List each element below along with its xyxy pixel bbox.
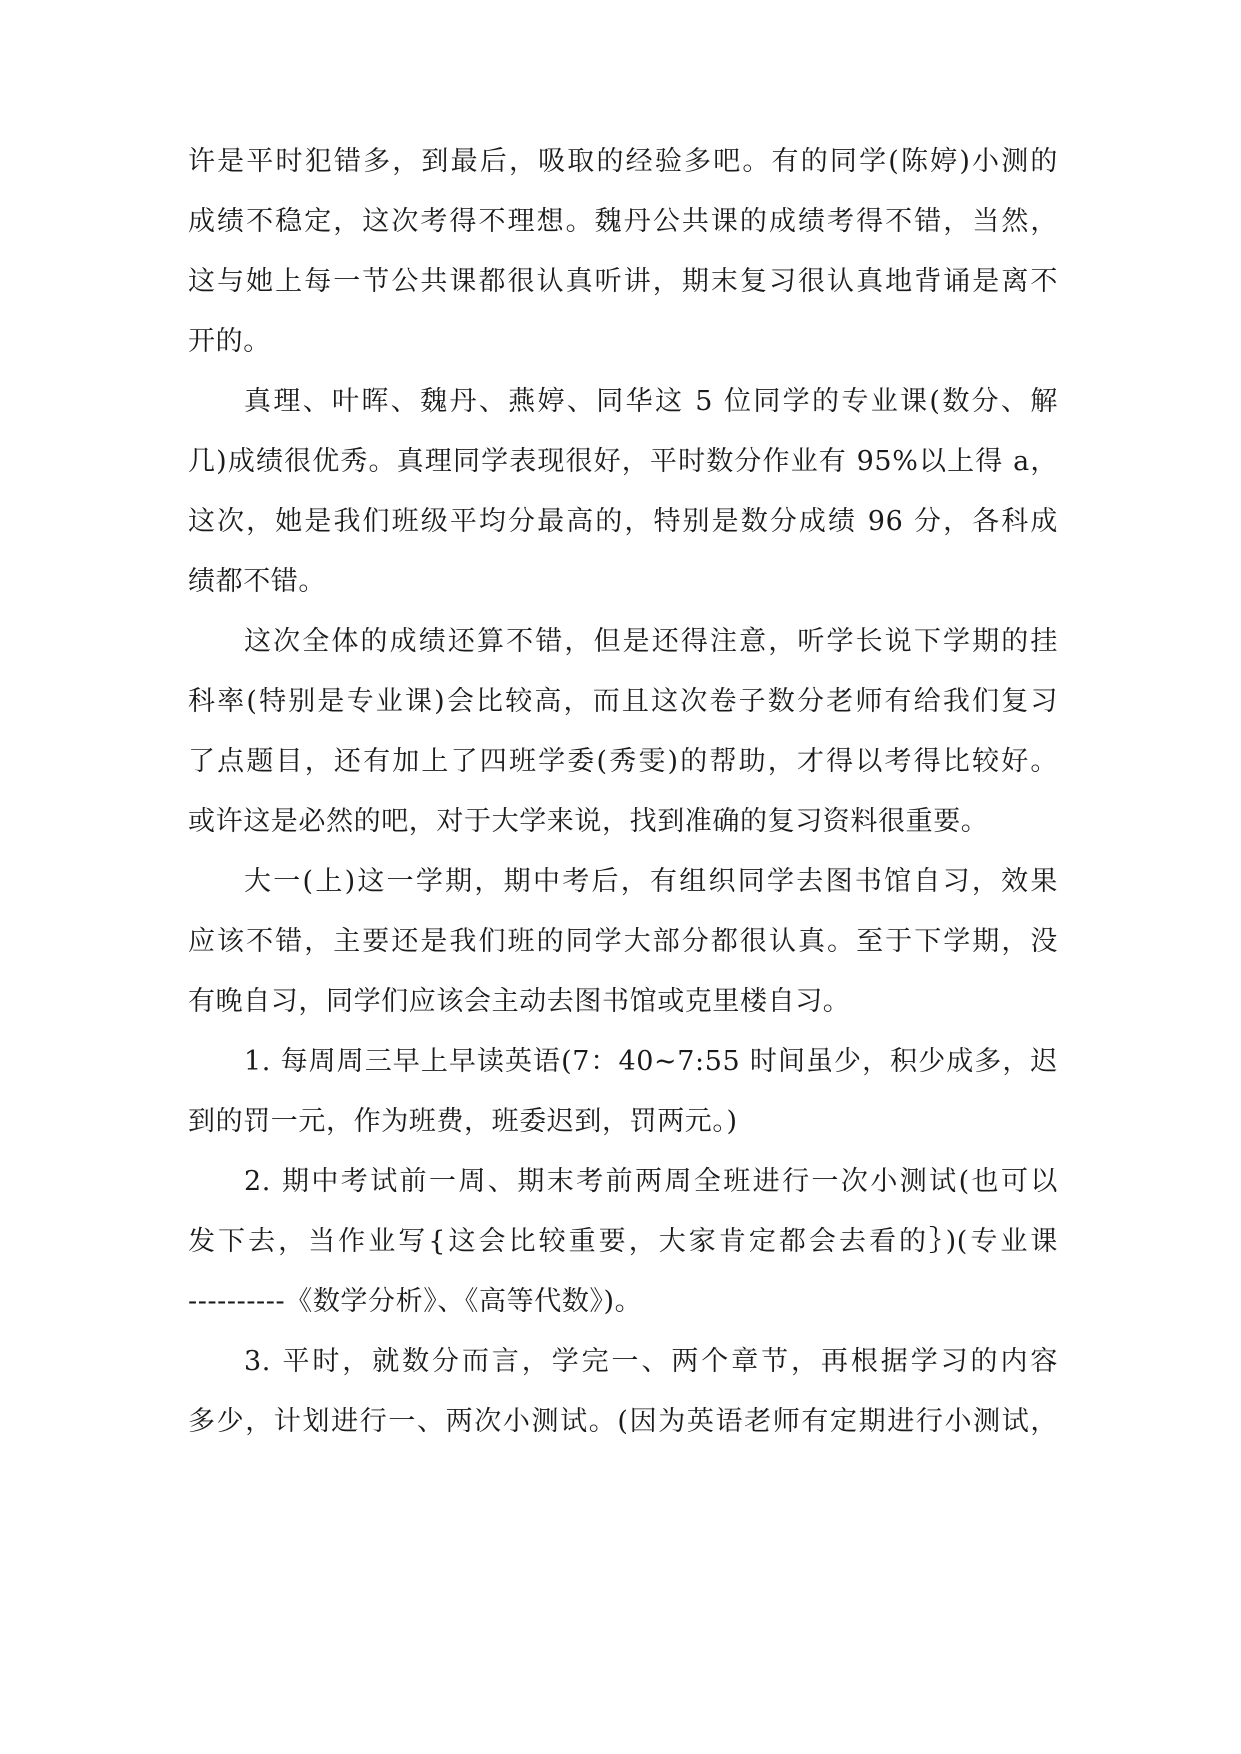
paragraph-first-line: 真理、叶晖、魏丹、燕婷、同华这 5 位同学的专业课(数分、解 [244, 386, 1058, 417]
text-line: 许是平时犯错多，到最后，吸取的经验多吧。有的同学(陈婷)小测的 [188, 146, 1058, 177]
text-line: 发下去，当作业写{这会比较重要，大家肯定都会去看的｝)(专业课 [188, 1226, 1058, 1257]
paragraph-first-line: 这次全体的成绩还算不错，但是还得注意，听学长说下学期的挂 [244, 626, 1058, 657]
paragraph-first-line: 大一(上)这一学期，期中考后，有组织同学去图书馆自习，效果 [244, 866, 1058, 897]
text-line: 有晚自习，同学们应该会主动去图书馆或克里楼自习。 [188, 986, 851, 1017]
text-line: 到的罚一元，作为班费，班委迟到，罚两元。) [188, 1106, 738, 1137]
text-line: 科率(特别是专业课)会比较高，而且这次卷子数分老师有给我们复习 [188, 686, 1058, 717]
text-line: 成绩不稳定，这次考得不理想。魏丹公共课的成绩考得不错，当然， [188, 206, 1058, 237]
text-line: 或许这是必然的吧，对于大学来说，找到准确的复习资料很重要。 [188, 806, 989, 837]
text-line: 多少，计划进行一、两次小测试。(因为英语老师有定期进行小测试， [188, 1406, 1058, 1437]
text-line: 这次，她是我们班级平均分最高的，特别是数分成绩 96 分，各科成 [188, 506, 1058, 537]
text-line: 应该不错，主要还是我们班的同学大部分都很认真。至于下学期，没 [188, 926, 1058, 957]
text-line: 这与她上每一节公共课都很认真听讲，期末复习很认真地背诵是离不 [188, 266, 1058, 297]
list-item-1: 1. 每周周三早上早读英语(7：40~7:55 时间虽少，积少成多，迟 [244, 1046, 1058, 1077]
list-item-3: 3. 平时，就数分而言，学完一、两个章节，再根据学习的内容 [244, 1346, 1058, 1377]
text-line: 几)成绩很优秀。真理同学表现很好，平时数分作业有 95%以上得 a， [188, 446, 1058, 477]
text-line: 开的。 [188, 326, 271, 357]
text-line: 绩都不错。 [188, 566, 326, 597]
text-line: 了点题目，还有加上了四班学委(秀雯)的帮助，才得以考得比较好。 [188, 746, 1058, 777]
list-item-2: 2. 期中考试前一周、期末考前两周全班进行一次小测试(也可以 [244, 1166, 1058, 1197]
text-line: ----------《数学分析》、《高等代数》)。 [188, 1286, 643, 1317]
